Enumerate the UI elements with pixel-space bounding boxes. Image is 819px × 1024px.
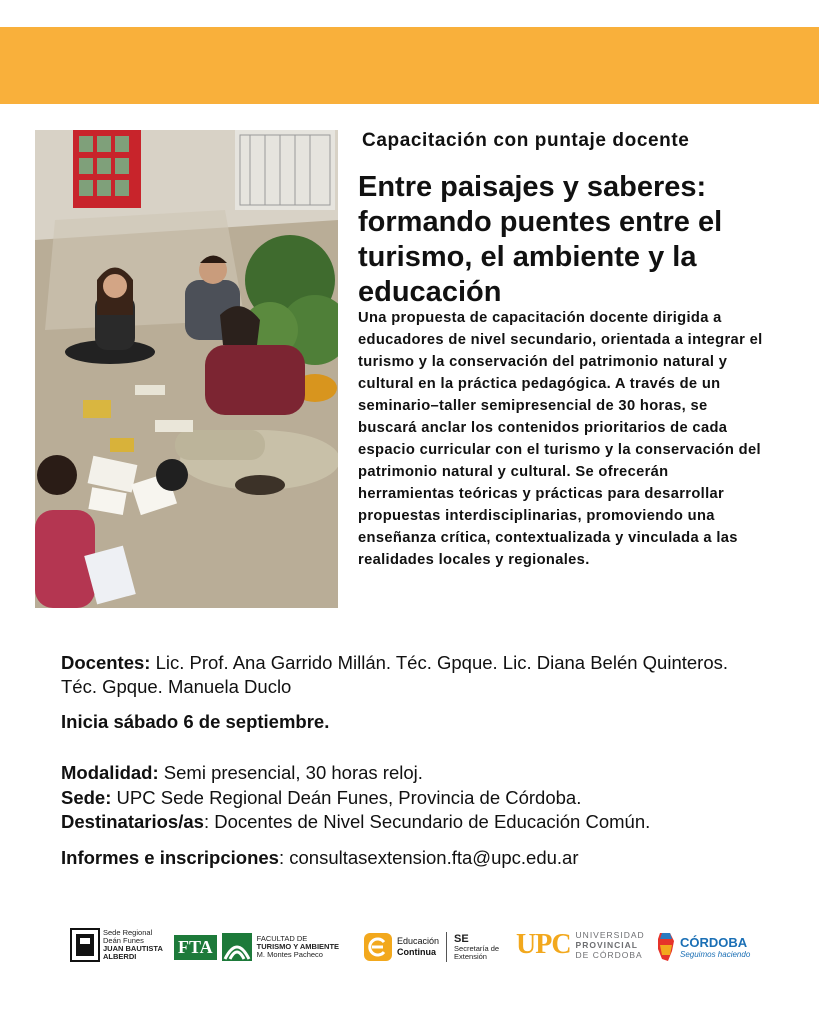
logo-strip bbox=[0, 918, 819, 968]
logo-upc bbox=[516, 922, 645, 968]
modalidad-value: Semi presencial, 30 horas reloj. bbox=[158, 762, 423, 783]
course-title: Entre paisajes y saberes: formando puentes entre el turismo, el ambiente y la educación bbox=[358, 171, 723, 308]
informes-line bbox=[61, 846, 579, 870]
logo-fta bbox=[174, 924, 339, 970]
sede-label: Sede: bbox=[61, 787, 112, 808]
fta-line3: M. Montes Pacheco bbox=[256, 950, 323, 959]
sede-value: UPC Sede Regional Deán Funes, Provincia de Córdoba. bbox=[111, 787, 582, 808]
logo-divider bbox=[446, 932, 447, 962]
course-description: Una propuesta de capacitación docente dirigida a educadores de nivel secundario, orientada a integrar el turismo y la conservación del patrimonio natural y cultural en la práctica pedagógica. A través de un seminario–taller semipresencial de 30 horas, se buscará anclar los contenidos prioritarios de cada espacio curricular con el turismo y la conservación del patrimonio natural y cultural. Se ofrecerán herramientas teóricas y prácticas para desarrollar propuestas interdisciplinarias, promoviendo una enseñanza crítica, contextualizada y vinculada a las realidades locales y regionales. bbox=[358, 310, 763, 568]
cordoba-map-icon bbox=[656, 931, 676, 963]
informes-label: Informes e inscripciones bbox=[61, 847, 279, 868]
cordoba-tagline: Seguimos haciendo bbox=[680, 949, 751, 959]
top-orange-band bbox=[0, 27, 819, 104]
destinatarios-value: : Docentes de Nivel Secundario de Educación Común. bbox=[203, 811, 651, 832]
start-date: Inicia sábado 6 de septiembre. bbox=[61, 711, 330, 732]
educacion-e-icon bbox=[364, 933, 392, 961]
alberdi-line1: Sede Regional bbox=[103, 928, 153, 937]
upc-line2: PROVINCIAL bbox=[575, 940, 638, 950]
logo-alberdi bbox=[70, 922, 163, 968]
workshop-photo bbox=[35, 130, 338, 608]
alberdi-line4: ALBERDI bbox=[103, 952, 137, 961]
logo-educacion-continua bbox=[364, 924, 499, 970]
alberdi-line2: Deán Funes bbox=[103, 936, 144, 945]
upc-line1: UNIVERSIDAD bbox=[575, 930, 645, 940]
informes-email[interactable]: : consultasextension.fta@upc.edu.ar bbox=[278, 847, 579, 868]
destinatarios-label: Destinatarios/as bbox=[61, 811, 204, 832]
fta-line1: FACULTAD DE bbox=[256, 934, 308, 943]
docentes-label: Docentes: bbox=[61, 652, 151, 673]
fta-line2: TURISMO Y AMBIENTE bbox=[256, 942, 340, 951]
fta-arches-icon bbox=[222, 933, 252, 961]
se-line1: Secretaría de bbox=[454, 944, 500, 953]
upc-abbr: UPC bbox=[516, 929, 571, 960]
kicker-text: Capacitación con puntaje docente bbox=[362, 130, 690, 151]
educacion-line2: Continua bbox=[397, 947, 436, 957]
alberdi-crest-icon bbox=[70, 928, 100, 962]
se-line2: Extensión bbox=[454, 952, 487, 961]
upc-line3: DE CÓRDOBA bbox=[575, 950, 643, 960]
se-abbr: SE bbox=[454, 933, 469, 945]
docentes-line bbox=[61, 651, 761, 699]
educacion-line1: Educación bbox=[397, 936, 440, 946]
cordoba-name: CÓRDOBA bbox=[680, 934, 748, 950]
logo-cordoba bbox=[656, 924, 750, 970]
destinatarios-line bbox=[61, 810, 650, 834]
modalidad-line bbox=[61, 761, 423, 785]
sede-line bbox=[61, 786, 581, 810]
docentes-value: Lic. Prof. Ana Garrido Millán. Téc. Gpque. Lic. Diana Belén Quinteros. Téc. Gpque. Manuela Duclo bbox=[61, 652, 729, 697]
alberdi-line3: JUAN BAUTISTA bbox=[103, 944, 163, 953]
fta-abbr: FTA bbox=[174, 935, 217, 960]
modalidad-label: Modalidad: bbox=[61, 762, 159, 783]
